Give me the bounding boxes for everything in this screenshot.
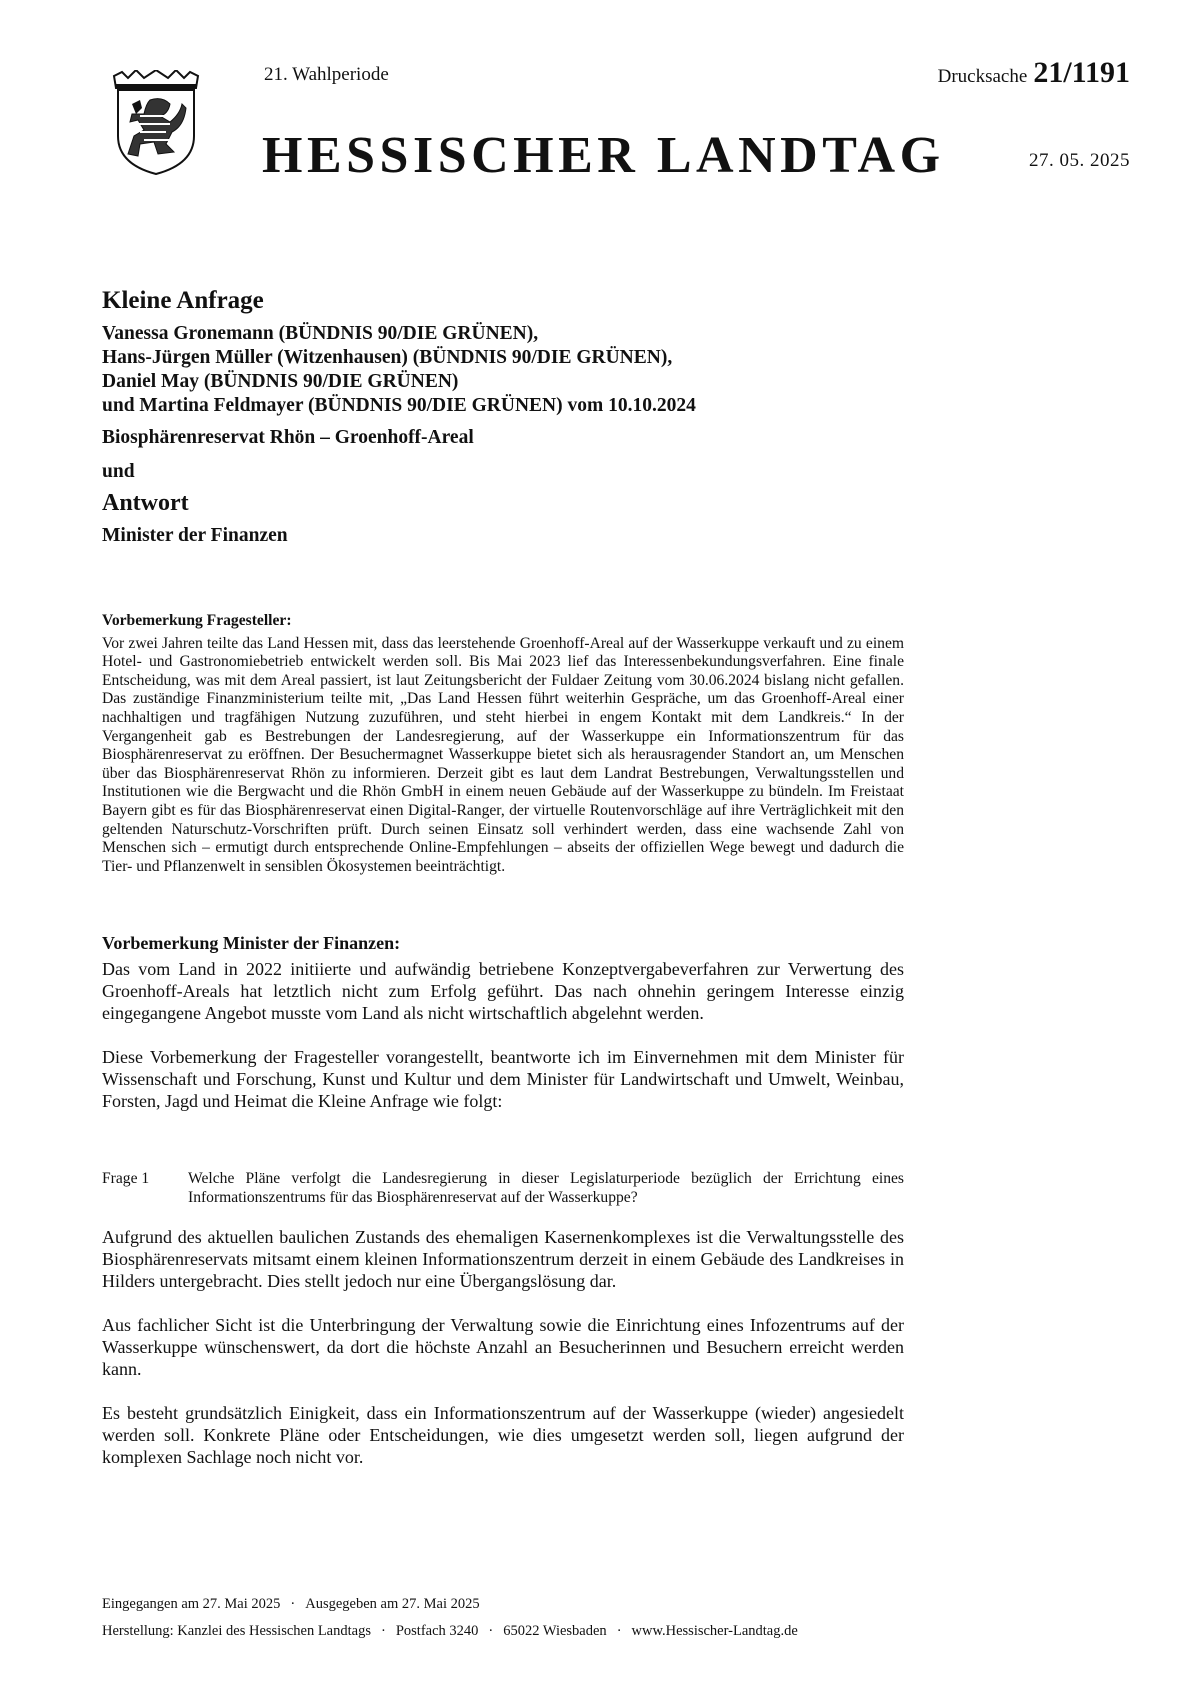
received-date: Eingegangen am 27. Mai 2025 [102, 1596, 281, 1612]
request-type: Kleine Anfrage [102, 287, 264, 314]
request-topic: Biosphärenreservat Rhön – Groenhoff-Areal [102, 427, 474, 448]
separator: · [616, 1623, 622, 1639]
printed-matter-reference [938, 56, 1130, 90]
question-1 [102, 1170, 904, 1207]
issued-date: Ausgegeben am 27. Mai 2025 [305, 1596, 480, 1612]
question-text: Welche Pläne verfolgt die Landesregierung in dieser Legislaturperiode bezüglich der Errichtung eines Informationszentrums für das Biosphärenreservat auf der Wasserkuppe? [188, 1170, 904, 1206]
paragraph: Das vom Land in 2022 initiierte und aufwändig betriebene Konzeptvergabeverfahren zur Verwertung des Groenhoff-Areals hat letztlich nicht zum Erfolg geführt. Das nach ohnehin geringem Interesse einzig eingegangene Angebot musste vom Land als nicht wirtschaftlich abgelehnt werden. [102, 959, 904, 1023]
preliminary-remark-minister [102, 932, 904, 1112]
document-date: 27. 05. 2025 [1029, 150, 1130, 171]
question-label: Frage 1 [102, 1170, 150, 1187]
postbox: Postfach 3240 [395, 1623, 479, 1639]
author-line: Hans-Jürgen Müller (Witzenhausen) (BÜNDNIS 90/DIE GRÜNEN), [102, 347, 673, 368]
city: 65022 Wiesbaden [503, 1623, 607, 1639]
answer-label: Antwort [102, 490, 189, 516]
section-heading: Vorbemerkung Fragesteller: [102, 612, 292, 629]
separator: · [290, 1596, 296, 1612]
website-link[interactable]: www.Hessischer-Landtag.de [631, 1623, 798, 1639]
drucksache-label: Drucksache [937, 66, 1028, 87]
paragraph: Es besteht grundsätzlich Einigkeit, dass ein Informationszentrum auf der Wasserkuppe (wieder) angesiedelt werden soll. Konkrete Pläne oder Entscheidungen, wie dies umgesetzt werden soll, liegen aufgrund der komplexen Sachlage noch nicht vor. [102, 1403, 904, 1467]
producer: Herstellung: Kanzlei des Hessischen Landtags [102, 1623, 371, 1639]
section-heading: Vorbemerkung Minister der Finanzen: [102, 933, 401, 953]
separator: · [488, 1623, 494, 1639]
answering-minister: Minister der Finanzen [102, 525, 288, 546]
separator: · [380, 1623, 386, 1639]
paragraph: Aus fachlicher Sicht ist die Unterbringung der Verwaltung sowie die Einrichtung eines Infozentrums auf der Wasserkuppe wünschenswert, da dort die höchste Anzahl an Besucherinnen und Besuchern erreicht werden kann. [102, 1315, 904, 1379]
paragraph: Diese Vorbemerkung der Fragesteller vorangestellt, beantworte ich im Einvernehmen mit dem Minister für Wissenschaft und Forschung, Kunst und Kultur und dem Minister für Landwirtschaft und Umwelt, Weinbau, Forsten, Jagd und Heimat die Kleine Anfrage wie folgt: [102, 1047, 904, 1111]
paragraph: Aufgrund des aktuellen baulichen Zustands des ehemaligen Kasernenkomplexes ist die Verwaltungsstelle des Biosphärenreservats mitsamt einem kleinen Informationszentrum derzeit in einem Gebäude des Landkreises in Hilders untergebracht. Dies stellt jedoch nur eine Übergangslösung dar. [102, 1227, 904, 1291]
authors-list [102, 322, 922, 418]
preliminary-remark-questioner [102, 612, 904, 876]
connector-und: und [102, 461, 135, 482]
footer-imprint [102, 1623, 798, 1640]
coat-of-arms-logo [110, 70, 202, 176]
author-line: Daniel May (BÜNDNIS 90/DIE GRÜNEN) [102, 371, 459, 392]
institution-title: HESSISCHER LANDTAG [262, 127, 945, 184]
legislative-period: 21. Wahlperiode [264, 64, 389, 85]
drucksache-number: 21/1191 [1033, 56, 1130, 89]
author-line: und Martina Feldmayer (BÜNDNIS 90/DIE GRÜNEN) vom 10.10.2024 [102, 395, 696, 416]
answer-1 [102, 1226, 904, 1468]
request-header [102, 286, 922, 548]
footer-dates [102, 1596, 480, 1613]
paragraph: Vor zwei Jahren teilte das Land Hessen mit, dass das leerstehende Groenhoff-Areal auf der Wasserkuppe verkauft und zu einem Hotel- und Gastronomiebetrieb entwickelt werden soll. Bis Mai 2023 lief das Interessenbekundungsverfahren. Eine finale Entscheidung, was mit dem Areal passiert, ist laut Zeitungsbericht der Fuldaer Zeitung vom 30.06.2024 bislang nicht gefallen. Das zuständige Finanzministerium teilte mit, „Das Land Hessen führt weiterhin Gespräche, um das Groenhoff-Areal einer nachhaltigen und tragfähigen Nutzung zuzuführen, und steht hierbei in engem Kontakt mit dem Landkreis.“ In der Vergangenheit gab es Bestrebungen der Landesregierung, auf der Wasserkuppe ein Informationszentrum für das Biosphärenreservat zu eröffnen. Der Besuchermagnet Wasserkuppe bietet sich als herausragender Standort an, um Menschen über das Biosphärenreservat Rhön zu informieren. Derzeit gibt es laut dem Landrat Bestrebungen, Verwaltungsstellen und Institutionen wie die Bergwacht und die Rhön GmbH in einem neuen Gebäude auf der Wasserkuppe zu bündeln. Im Freistaat Bayern gibt es für das Biosphärenreservat einen Digital-Ranger, der virtuelle Routenvorschläge auf ihre Verträglichkeit mit den geltenden Naturschutz-Vorschriften prüft. Durch seinen Einsatz soll verhindert werden, dass eine wachsende Zahl von Menschen sich – ermutigt durch entsprechende Online-Empfehlungen – abseits der offiziellen Wege bewegt und dadurch die Tier- und Pflanzenwelt in sensiblen Ökosystemen beeinträchtigt. [102, 634, 904, 875]
author-line: Vanessa Gronemann (BÜNDNIS 90/DIE GRÜNEN), [102, 323, 539, 344]
